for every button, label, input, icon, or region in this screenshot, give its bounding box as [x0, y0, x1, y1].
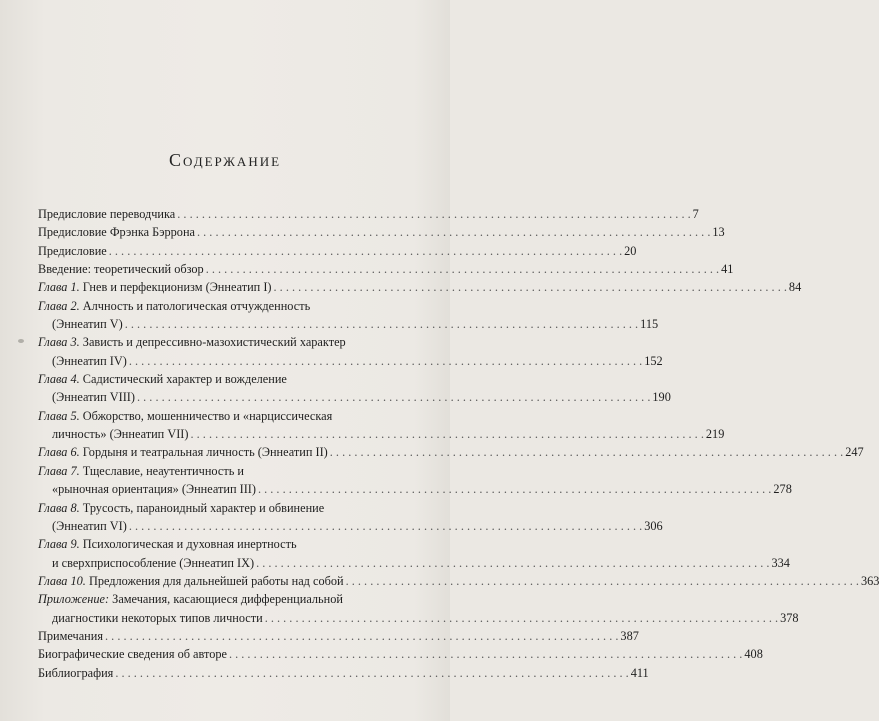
toc-entry-label: Гордыня и театральная личность (Эннеатип II): [82, 445, 328, 460]
dot-leader: [125, 315, 638, 333]
toc-entry-label: Предисловие Фрэнка Бэррона: [38, 225, 195, 240]
dot-leader: [129, 517, 642, 535]
toc-page-number: 278: [773, 482, 792, 497]
toc-entry: [38, 590, 404, 608]
dot-leader: [191, 425, 704, 443]
toc-page-number: 378: [780, 610, 799, 625]
toc-chapter-prefix: Глава 3.: [38, 335, 80, 350]
toc-chapter-prefix: Глава 2.: [38, 298, 80, 313]
toc-page-number: 411: [630, 665, 649, 680]
toc-entry-label: Предложения для дальнейшей работы над собой: [88, 573, 344, 588]
page-blemish: [18, 339, 24, 343]
toc-entry-label-continued: (Эннеатип VI): [52, 518, 127, 533]
toc-page-number: 41: [721, 262, 734, 277]
toc-entry: [38, 205, 699, 223]
toc-chapter-prefix: Глава 10.: [38, 573, 86, 588]
toc-entry-title: [38, 499, 324, 517]
dot-leader: [346, 572, 859, 590]
toc-entry-label-continued: (Эннеатип VIII): [52, 390, 135, 405]
toc-entry: [38, 499, 404, 517]
toc-entry-title: [38, 572, 344, 590]
toc-entry-label: Алчность и патологическая отчужденность: [82, 298, 311, 313]
toc-chapter-prefix: Глава 5.: [38, 408, 80, 423]
toc-entry-continuation: [38, 425, 725, 443]
toc-entry-title: [38, 645, 227, 663]
toc-entry-label: Замечания, касающиеся дифференциальной: [112, 592, 343, 607]
toc-entry-label-continued: «рыночная ориентация» (Эннеатип III): [52, 482, 256, 497]
toc-entry-label: Психологическая и духовная инертность: [82, 537, 297, 552]
toc-entry-label-continued: и сверхприспособление (Эннеатип IX): [52, 555, 255, 570]
toc-page-number: 84: [788, 280, 802, 295]
toc-entry-label: Примечания: [38, 628, 104, 643]
toc-entry-continuation: [38, 517, 663, 535]
toc-page-number: 408: [744, 647, 763, 662]
toc-page-number: 363: [861, 573, 879, 588]
toc-page-number: 7: [692, 207, 699, 221]
dot-leader: [129, 352, 642, 370]
toc-entry: [38, 223, 725, 241]
toc-entry-title: [38, 370, 287, 388]
toc-page-number: 115: [640, 317, 659, 332]
toc-chapter-prefix: Глава 8.: [38, 500, 80, 515]
toc-page-number: 387: [620, 628, 639, 643]
dot-leader: [206, 260, 719, 278]
toc-entry-title: [38, 590, 343, 608]
toc-entry-label-continued: личность» (Эннеатип VII): [52, 427, 189, 442]
toc-chapter-prefix: Приложение:: [38, 592, 110, 607]
toc-entry: [38, 443, 864, 461]
toc-entry-label: Предисловие переводчика: [38, 207, 176, 221]
toc-entry-continuation: [38, 554, 790, 572]
toc-entry-label: Трусость, параноидный характер и обвинение: [82, 500, 325, 515]
toc-chapter-prefix: Глава 4.: [38, 372, 80, 387]
toc-entry: [38, 462, 404, 480]
toc-entry: [38, 664, 649, 682]
toc-entry-label: Садистический характер и вожделение: [82, 372, 287, 387]
dot-leader: [109, 242, 622, 260]
dot-leader: [197, 223, 710, 241]
toc-entry-continuation: [38, 315, 659, 333]
dot-leader: [258, 480, 771, 498]
toc-entry-label: Введение: теоретический обзор: [38, 262, 204, 277]
toc-chapter-prefix: Глава 9.: [38, 537, 80, 552]
toc-entry: [38, 645, 763, 663]
toc-entry-label: Биографические сведения об авторе: [38, 647, 227, 662]
dot-leader: [274, 278, 787, 296]
toc-entry-title: [38, 664, 113, 682]
toc-entry-continuation: [38, 480, 792, 498]
toc-entry-title: [38, 443, 328, 461]
toc-chapter-prefix: Глава 7.: [38, 463, 80, 478]
table-of-contents: [38, 205, 879, 682]
toc-entry-title: [38, 627, 103, 645]
toc-entry-title: [38, 223, 195, 241]
toc-entry-label: Библиография: [38, 665, 114, 680]
toc-entry-title: [38, 462, 244, 480]
toc-page-number: 247: [845, 445, 864, 460]
toc-chapter-prefix: Глава 6.: [38, 445, 80, 460]
page-title: Содержание: [168, 150, 282, 170]
toc-entry-label: Обжорство, мошенничество и «нарциссическая: [82, 408, 333, 423]
dot-leader: [137, 388, 650, 406]
toc-entry-title: [38, 205, 175, 223]
dot-leader: [256, 554, 769, 572]
toc-entry-title: [38, 260, 204, 278]
toc-entry-continuation: [38, 388, 671, 406]
toc-page-number: 152: [644, 353, 663, 368]
toc-entry-label: Гнев и перфекционизм (Эннеатип I): [82, 280, 272, 295]
dot-leader: [115, 664, 628, 682]
toc-page-number: 13: [712, 225, 725, 240]
toc-entry-label: Предисловие: [38, 243, 107, 258]
toc-entry-title: [38, 297, 310, 315]
toc-entry-label-continued: (Эннеатип V): [52, 317, 123, 332]
toc-entry-title: [38, 278, 272, 296]
dot-leader: [330, 443, 843, 461]
toc-page-number: 190: [652, 390, 671, 405]
toc-entry-label: Зависть и депрессивно-мазохистический характер: [82, 335, 346, 350]
toc-entry: [38, 407, 404, 425]
toc-page-number: 20: [624, 243, 637, 258]
toc-entry-title: [38, 407, 332, 425]
toc-page-number: 334: [771, 555, 790, 570]
toc-entry: [38, 297, 404, 315]
toc-entry-continuation: [38, 609, 799, 627]
toc-entry-title: [38, 242, 107, 260]
dot-leader: [177, 205, 690, 223]
toc-entry-title: [38, 333, 346, 351]
toc-chapter-prefix: Глава 1.: [38, 280, 80, 295]
dot-leader: [105, 627, 618, 645]
toc-entry: [38, 242, 637, 260]
dot-leader: [229, 645, 742, 663]
toc-entry: [38, 278, 802, 296]
toc-entry: [38, 535, 404, 553]
toc-entry-title: [38, 535, 297, 553]
toc-page-number: 306: [644, 518, 663, 533]
dot-leader: [265, 609, 778, 627]
toc-entry-label-continued: диагностики некоторых типов личности: [52, 610, 263, 625]
toc-entry-label: Тщеславие, неаутентичность и: [82, 463, 244, 478]
toc-entry-label-continued: (Эннеатип IV): [52, 353, 127, 368]
toc-entry-continuation: [38, 352, 663, 370]
toc-page-number: 219: [705, 427, 725, 442]
toc-entry: [38, 370, 404, 388]
toc-entry: [38, 333, 404, 351]
toc-entry: [38, 627, 639, 645]
toc-entry: [38, 572, 879, 590]
toc-entry: [38, 260, 734, 278]
